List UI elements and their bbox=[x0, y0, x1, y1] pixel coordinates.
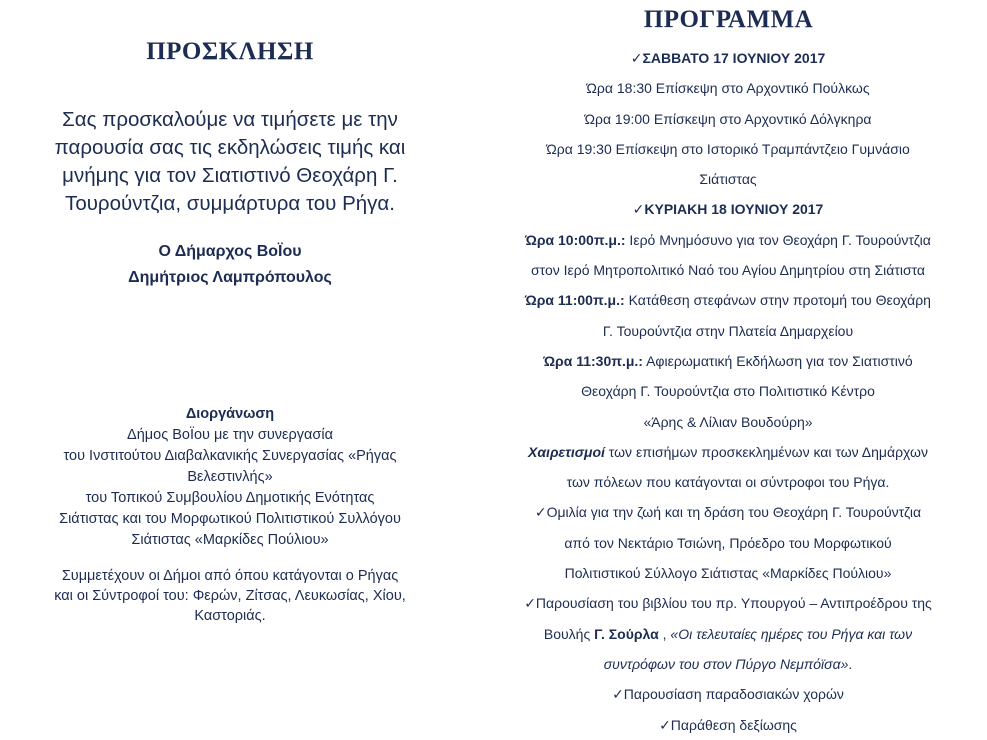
greetings-label: Χαιρετισμοί bbox=[528, 443, 605, 460]
program-item: Πολιτιστικού Σύλλογο Σιάτιστας «Μαρκίδες Πούλιου» bbox=[564, 565, 892, 582]
signer-block bbox=[0, 239, 460, 291]
program-title: ΠΡΟΓΡΑΜΜΑ bbox=[643, 6, 814, 33]
program-item: Ώρα 19:00 Επίσκεψη στο Αρχοντικό Δόλγκηρα bbox=[584, 110, 872, 127]
signer-name: Δημήτριος Λαμπρόπουλος bbox=[128, 269, 332, 286]
invitation-body-line: παρουσία σας τις εκδηλώσεις τιμής και bbox=[54, 136, 406, 159]
organization-line: Σιάτιστας «Μαρκίδες Πούλιου» bbox=[131, 532, 329, 548]
program-item: από τον Νεκτάριο Τσιώνη, Πρόεδρο του Μορφωτικού bbox=[564, 534, 892, 551]
organization-line: Βελεστινλής» bbox=[187, 469, 273, 485]
program-item: ✓Ομιλία για την ζωή και τη δράση του Θεοχάρη Γ. Τουρούντζια bbox=[534, 504, 922, 521]
checkmark-icon: ✓ bbox=[630, 50, 643, 66]
program-column bbox=[470, 0, 987, 734]
invitation-body-line: Τουρούντζια, συμμάρτυρα του Ρήγα. bbox=[65, 192, 395, 215]
signer-title: Ο Δήμαρχος ΒοΪου bbox=[158, 243, 302, 260]
program-item: Χαιρετισμοί των επισήμων προσκεκλημένων και των Δημάρχων bbox=[528, 443, 928, 460]
invitation-body-line: Σας προσκαλούμε να τιμήσετε με την bbox=[62, 108, 398, 131]
invitation-title: ΠΡΟΣΚΛΗΣΗ bbox=[146, 38, 314, 65]
organization-line: του Τοπικού Συμβουλίου Δημοτικής Ενότητας bbox=[85, 490, 375, 506]
organization-line: Δήμος ΒοΪου με την συνεργασία bbox=[127, 427, 333, 443]
saturday-heading: ✓ΣΑΒΒΑΤΟ 17 ΙΟΥΝΙΟΥ 2017 bbox=[630, 50, 826, 66]
program-item: ✓Παρουσίαση του βιβλίου του πρ. Υπουργού – Αντιπροέδρου της bbox=[524, 595, 932, 612]
program-item: Βουλής Γ. Σούρλα , «Οι τελευταίες ημέρες του Ρήγα και των bbox=[543, 625, 913, 642]
program-item: Ώρα 19:30 Επίσκεψη στο Ιστορικό Τραμπάντζειο Γυμνάσιο bbox=[546, 140, 910, 157]
participants-line: Καστοριάς. bbox=[194, 608, 266, 624]
program-item: των πόλεων που κατάγονται οι σύντροφοι του Ρήγα. bbox=[566, 474, 890, 491]
event-time: Ώρα 11:30π.μ.: bbox=[543, 352, 643, 369]
book-author: Γ. Σούρλα bbox=[594, 625, 659, 642]
program-item: «Άρης & Λίλιαν Βουδούρη» bbox=[643, 413, 813, 430]
invitation-body bbox=[30, 106, 430, 218]
checkmark-icon: ✓ bbox=[632, 201, 645, 218]
participants-line: Συμμετέχουν οι Δήμοι από όπου κατάγονται ο Ρήγας bbox=[61, 568, 399, 584]
organization-line: Σιάτιστας και του Μορφωτικού Πολιτιστικού Συλλόγου bbox=[59, 511, 401, 527]
program-item: Ώρα 11:00π.μ.: Κατάθεση στεφάνων στην προτομή του Θεοχάρη bbox=[525, 292, 931, 309]
program-item: Ώρα 10:00π.μ.: Ιερό Μνημόσυνο για τον Θεοχάρη Γ. Τουρούντζια bbox=[525, 231, 931, 248]
event-time: Ώρα 11:00π.μ.: bbox=[525, 292, 625, 309]
invitation-body-line: μνήμης για τον Σιατιστινό Θεοχάρη Γ. bbox=[62, 164, 398, 187]
program-item: Γ. Τουρούντζια στην Πλατεία Δημαρχείου bbox=[602, 322, 854, 339]
event-time: Ώρα 10:00π.μ.: bbox=[525, 231, 626, 248]
program-item: Θεοχάρη Γ. Τουρούντζια στο Πολιτιστικό Κέντρο bbox=[581, 383, 875, 400]
program-item: στον Ιερό Μητροπολιτικό Ναό του Αγίου Δημητρίου στη Σιάτιστα bbox=[530, 262, 926, 279]
organization-heading: Διοργάνωση bbox=[185, 406, 275, 422]
book-title: «Οι τελευταίες ημέρες του Ρήγα και των bbox=[670, 625, 913, 642]
checkmark-icon: ✓ bbox=[659, 716, 671, 733]
organization-block bbox=[0, 404, 460, 551]
program-item: Ώρα 11:30π.μ.: Αφιερωματική Εκδήλωση για τον Σιατιστινό bbox=[543, 352, 913, 369]
checkmark-icon: ✓ bbox=[524, 595, 536, 612]
checkmark-icon: ✓ bbox=[534, 504, 547, 521]
participants-block bbox=[0, 566, 460, 626]
program-item: ✓Παρουσίαση παραδοσιακών χορών bbox=[612, 686, 844, 703]
program-item: Σιάτιστας bbox=[699, 171, 757, 188]
program-item: ✓Παράθεση δεξίωσης bbox=[659, 716, 797, 733]
organization-line: του Ινστιτούτου Διαβαλκανικής Συνεργασίας «Ρήγας bbox=[63, 448, 397, 464]
participants-line: και οι Σύντροφοί του: Φερών, Ζίτσας, Λευκωσίας, Χίου, bbox=[54, 588, 406, 604]
program-list bbox=[478, 43, 978, 740]
book-title: συντρόφων του στον Πύργο Νεμπόϊσα» bbox=[603, 655, 849, 672]
checkmark-icon: ✓ bbox=[612, 686, 624, 703]
sunday-heading: ✓ΚΥΡΙΑΚΗ 18 ΙΟΥΝΙΟΥ 2017 bbox=[632, 201, 824, 218]
invitation-column bbox=[0, 0, 460, 734]
program-item: συντρόφων του στον Πύργο Νεμπόϊσα». bbox=[603, 655, 853, 672]
program-item: Ώρα 18:30 Επίσκεψη στο Αρχοντικό Πούλκως bbox=[586, 80, 870, 97]
